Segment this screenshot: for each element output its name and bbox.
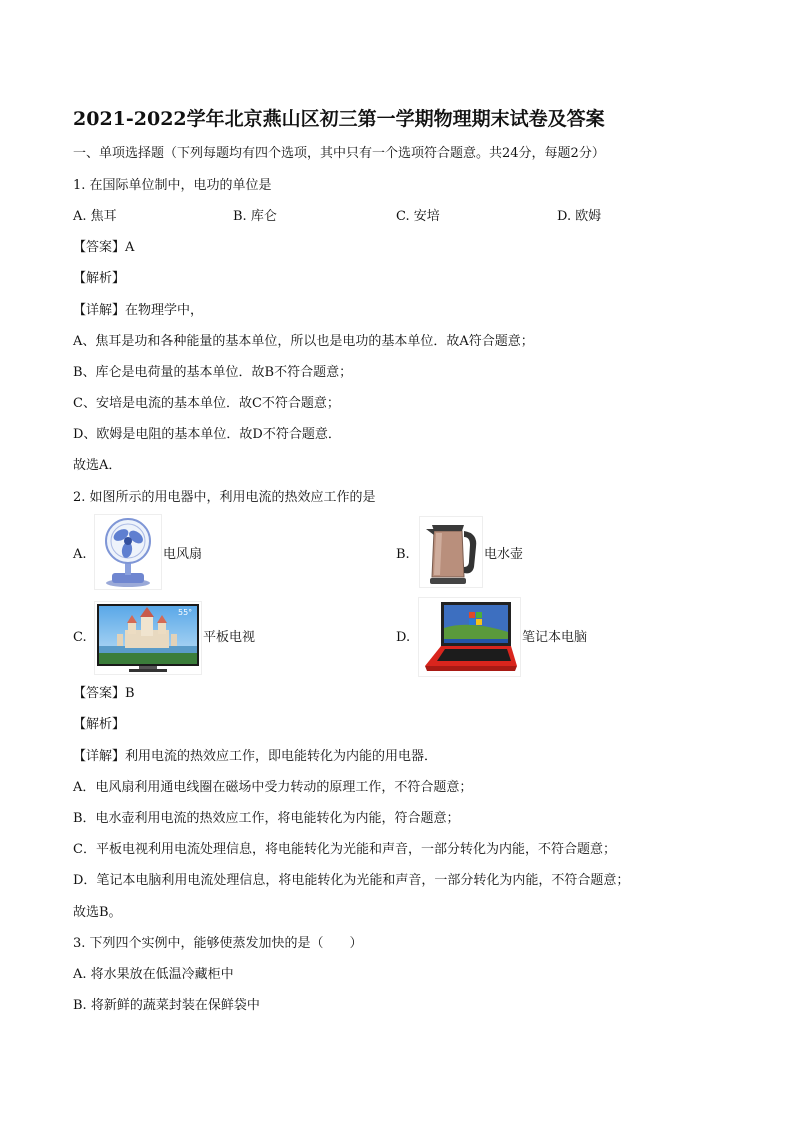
q2-analysis: 【解析】 bbox=[73, 717, 126, 732]
q1-explain-c: C、安培是电流的基本单位．故C不符合题意； bbox=[73, 396, 340, 411]
q1-analysis: 【解析】 bbox=[73, 271, 126, 286]
q3-option-a: A. 将水果放在低温冷藏柜中 bbox=[73, 967, 234, 982]
q2-conclusion: 故选B。 bbox=[73, 905, 122, 920]
q1-explain-d: D、欧姆是电阻的基本单位．故D不符合题意． bbox=[73, 427, 341, 442]
section-heading: 一、单项选择题（下列每题均有四个选项，其中只有一个选项符合题意。共24分，每题2分） bbox=[73, 146, 605, 161]
q3-stem: 3. 下列四个实例中，能够使蒸发加快的是（ ） bbox=[73, 936, 363, 951]
q1-option-b: B. 库仑 bbox=[233, 209, 277, 224]
q2-explain-b: B．电水壶利用电流的热效应工作，将电能转化为内能，符合题意； bbox=[73, 811, 460, 826]
q1-explain-a: A、焦耳是功和各种能量的基本单位，所以也是电功的基本单位．故A符合题意； bbox=[73, 334, 534, 349]
q1-option-d: D. 欧姆 bbox=[557, 209, 602, 224]
q2-answer: 【答案】B bbox=[73, 686, 135, 701]
q2-option-b-letter: B. bbox=[396, 547, 410, 562]
q1-explain-b: B、库仑是电荷量的基本单位．故B不符合题意； bbox=[73, 365, 353, 380]
q2-option-c-label: 平板电视 bbox=[203, 630, 256, 645]
q2-option-a-label: 电风扇 bbox=[163, 547, 203, 562]
q1-option-c: C. 安培 bbox=[396, 209, 440, 224]
q1-option-a: A. 焦耳 bbox=[73, 209, 117, 224]
electric-fan-icon bbox=[94, 514, 162, 590]
q2-option-c-letter: C. bbox=[73, 630, 87, 645]
q1-answer: 【答案】A bbox=[73, 240, 135, 255]
q1-conclusion: 故选A． bbox=[73, 458, 122, 473]
q2-option-b-label: 电水壶 bbox=[484, 547, 524, 562]
q1-detail: 【详解】在物理学中， bbox=[73, 303, 204, 318]
q2-option-d-label: 笔记本电脑 bbox=[522, 630, 588, 645]
q2-option-d-letter: D. bbox=[396, 630, 411, 645]
document-title: 2021-2022学年北京燕山区初三第一学期物理期末试卷及答案 bbox=[73, 108, 605, 130]
q2-stem: 2. 如图所示的用电器中，利用电流的热效应工作的是 bbox=[73, 490, 376, 505]
q3-option-b: B. 将新鲜的蔬菜封装在保鲜袋中 bbox=[73, 998, 260, 1013]
q2-explain-d: D．笔记本电脑利用电流处理信息，将电能转化为光能和声音，一部分转化为内能，不符合题意； bbox=[73, 873, 630, 888]
q2-explain-a: A．电风扇利用通电线圈在磁场中受力转动的原理工作，不符合题意； bbox=[73, 780, 473, 795]
electric-kettle-icon bbox=[419, 516, 483, 588]
q1-stem: 1. 在国际单位制中，电功的单位是 bbox=[73, 178, 272, 193]
flat-tv-icon bbox=[94, 601, 202, 675]
q2-option-a-letter: A. bbox=[73, 547, 87, 562]
q2-detail: 【详解】利用电流的热效应工作，即电能转化为内能的用电器． bbox=[73, 749, 438, 764]
tv-size-text: 55° bbox=[178, 608, 193, 617]
laptop-icon bbox=[418, 597, 521, 677]
q2-explain-c: C．平板电视利用电流处理信息，将电能转化为光能和声音，一部分转化为内能，不符合题意； bbox=[73, 842, 616, 857]
